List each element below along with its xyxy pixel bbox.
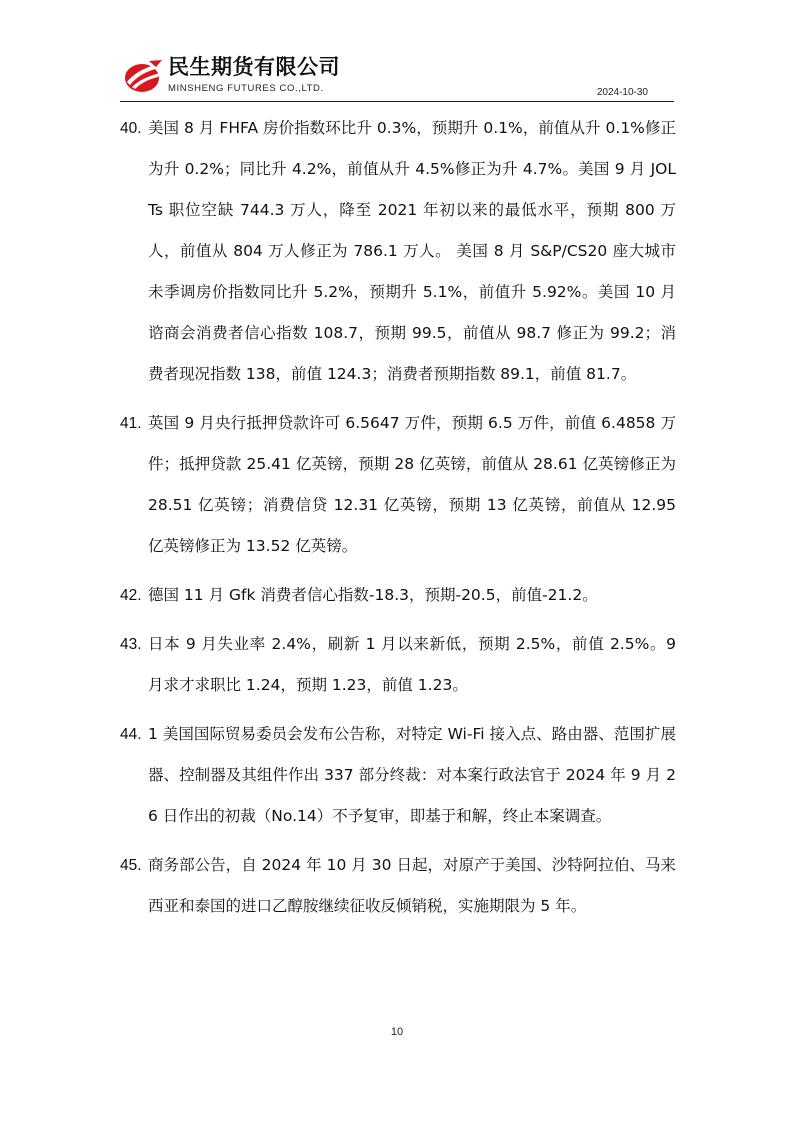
item-number: 40.: [120, 120, 142, 137]
list-item: [120, 714, 676, 837]
item-text: 日本 9 月失业率 2.4%，刷新 1 月以来新低，预期 2.5%，前值 2.5%。9 月求才求职比 1.24，预期 1.23，前值 1.23。: [148, 635, 676, 694]
item-text: 德国 11 月 Gfk 消费者信心指数-18.3，预期-20.5，前值-21.2。: [148, 586, 598, 604]
list-item: [120, 624, 676, 706]
list-item: [120, 845, 676, 927]
list-item: [120, 108, 676, 395]
page-number: 10: [390, 1026, 404, 1038]
item-text: 1 美国国际贸易委员会发布公告称，对特定 Wi-Fi 接入点、路由器、范围扩展器、控制器及其组件作出 337 部分终裁：对本案行政法官于 2024 年 9 月 26 日作出的初裁（No.14）不予复审，即基于和解，终止本案调查。: [148, 725, 676, 825]
item-text: 英国 9 月央行抵押贷款许可 6.5647 万件，预期 6.5 万件，前值 6.4858 万件；抵押贷款 25.41 亿英镑，预期 28 亿英镑，前值从 28.61 亿英镑修正为 28.51 亿英镑；消费信贷 12.31 亿英镑，预期 13 亿英镑，前值从 12.95 亿英镑修正为 13.52 亿英镑。: [148, 414, 676, 555]
item-number: 44.: [120, 726, 142, 743]
item-number: 42.: [120, 587, 142, 604]
report-date: 2024-10-30: [596, 87, 648, 98]
header-divider: [120, 101, 674, 102]
minsheng-logo-icon: [123, 57, 163, 95]
item-number: 45.: [120, 857, 142, 874]
list-item: [120, 403, 676, 567]
list-item: [120, 575, 676, 616]
page-header: [118, 52, 674, 102]
company-name-en: MINSHENG FUTURES CO.,LTD.: [168, 83, 324, 94]
item-text: 美国 8 月 FHFA 房价指数环比升 0.3%，预期升 0.1%，前值从升 0.1%修正为升 0.2%；同比升 4.2%，前值从升 4.5%修正为升 4.7%。美国 9 月 JOLTs 职位空缺 744.3 万人，降至 2021 年初以来的最低水平，预期 800 万人，前值从 804 万人修正为 786.1 万人。 美国 8 月 S&P/CS20 座大城市未季调房价指数同比升 5.2%，预期升 5.1%，前值升 5.92%。美国 10 月谘商会消费者信心指数 108.7，预期 99.5，前值从 98.7 修正为 99.2；消费者现况指数 138，前值 124.3；消费者预期指数 89.1，前值 81.7。: [148, 119, 676, 383]
item-text: 商务部公告，自 2024 年 10 月 30 日起，对原产于美国、沙特阿拉伯、马来西亚和泰国的进口乙醇胺继续征收反倾销税，实施期限为 5 年。: [148, 856, 676, 915]
company-name-cn: 民生期货有限公司: [168, 55, 340, 79]
item-number: 43.: [120, 636, 142, 653]
news-list: [120, 108, 676, 935]
item-number: 41.: [120, 415, 142, 432]
